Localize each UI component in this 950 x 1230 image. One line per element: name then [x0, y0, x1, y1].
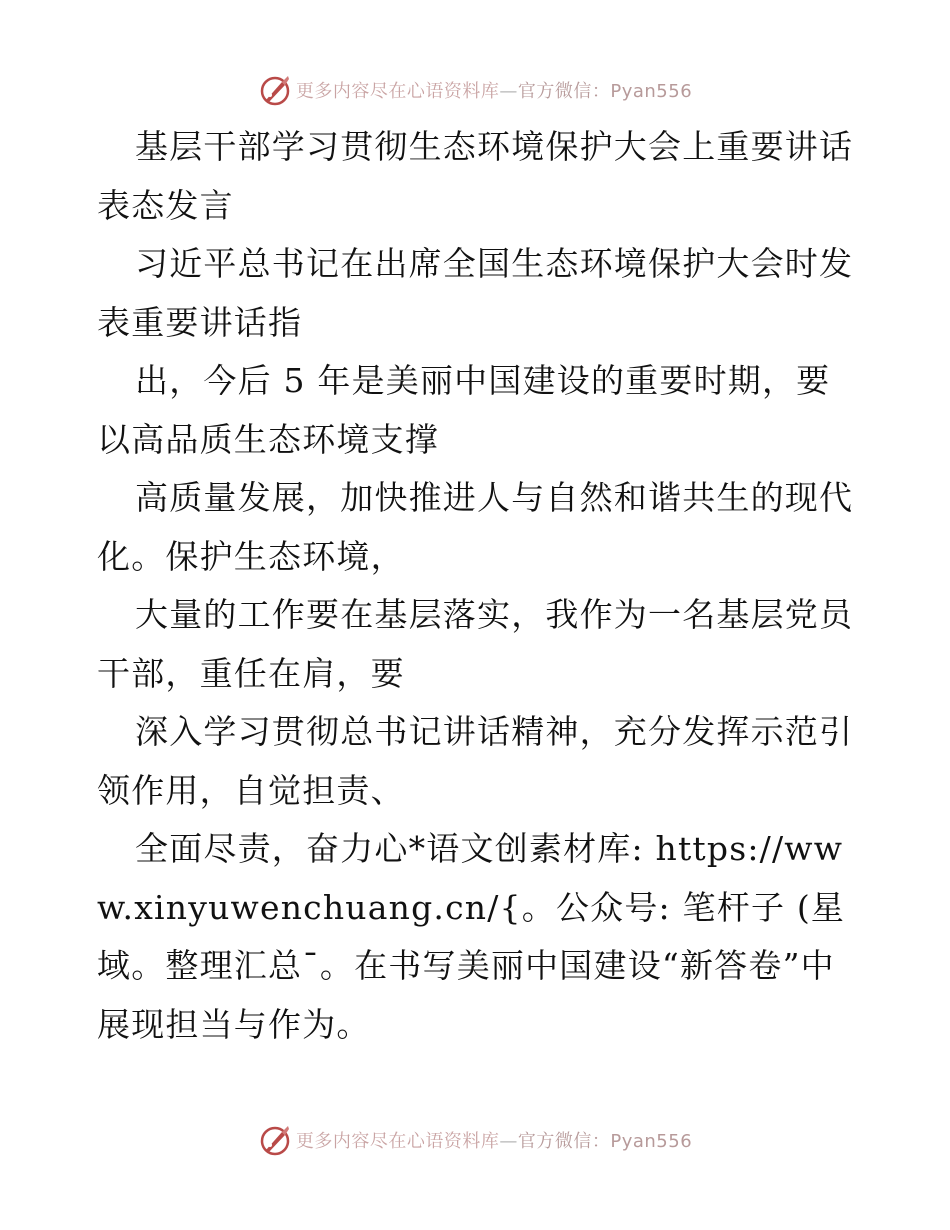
document-body	[97, 118, 857, 1054]
paragraph: 大量的工作要在基层落实，我作为一名基层党员干部，重任在肩，要	[97, 595, 854, 693]
paragraph: 全面尽责，奋力心*语文创素材库: https://www.xinyuwenchuang.cn/{。公众号: 笔杆子 (星域。整理汇总¯。在书写美丽中国建设“新答卷”中展现担当与作为。	[97, 829, 846, 1044]
quill-pen-logo-icon	[258, 73, 292, 107]
footer-banner-text: 更多内容尽在心语资料库—官方微信：Pyan556	[295, 1131, 693, 1152]
quill-pen-logo-icon	[258, 1123, 292, 1157]
footer-banner	[0, 1120, 950, 1160]
paragraph: 出，今后 5 年是美丽中国建设的重要时期，要以高品质生态环境支撑	[97, 361, 831, 459]
header-banner	[0, 70, 950, 110]
paragraph: 高质量发展，加快推进人与自然和谐共生的现代化。保护生态环境，	[97, 478, 854, 576]
paragraph: 习近平总书记在出席全国生态环境保护大会时发表重要讲话指	[97, 244, 854, 342]
paragraph: 深入学习贯彻总书记讲话精神，充分发挥示范引领作用，自觉担责、	[97, 712, 854, 810]
header-banner-text: 更多内容尽在心语资料库—官方微信：Pyan556	[295, 81, 693, 102]
paragraph-title: 基层干部学习贯彻生态环境保护大会上重要讲话表态发言	[97, 127, 854, 225]
